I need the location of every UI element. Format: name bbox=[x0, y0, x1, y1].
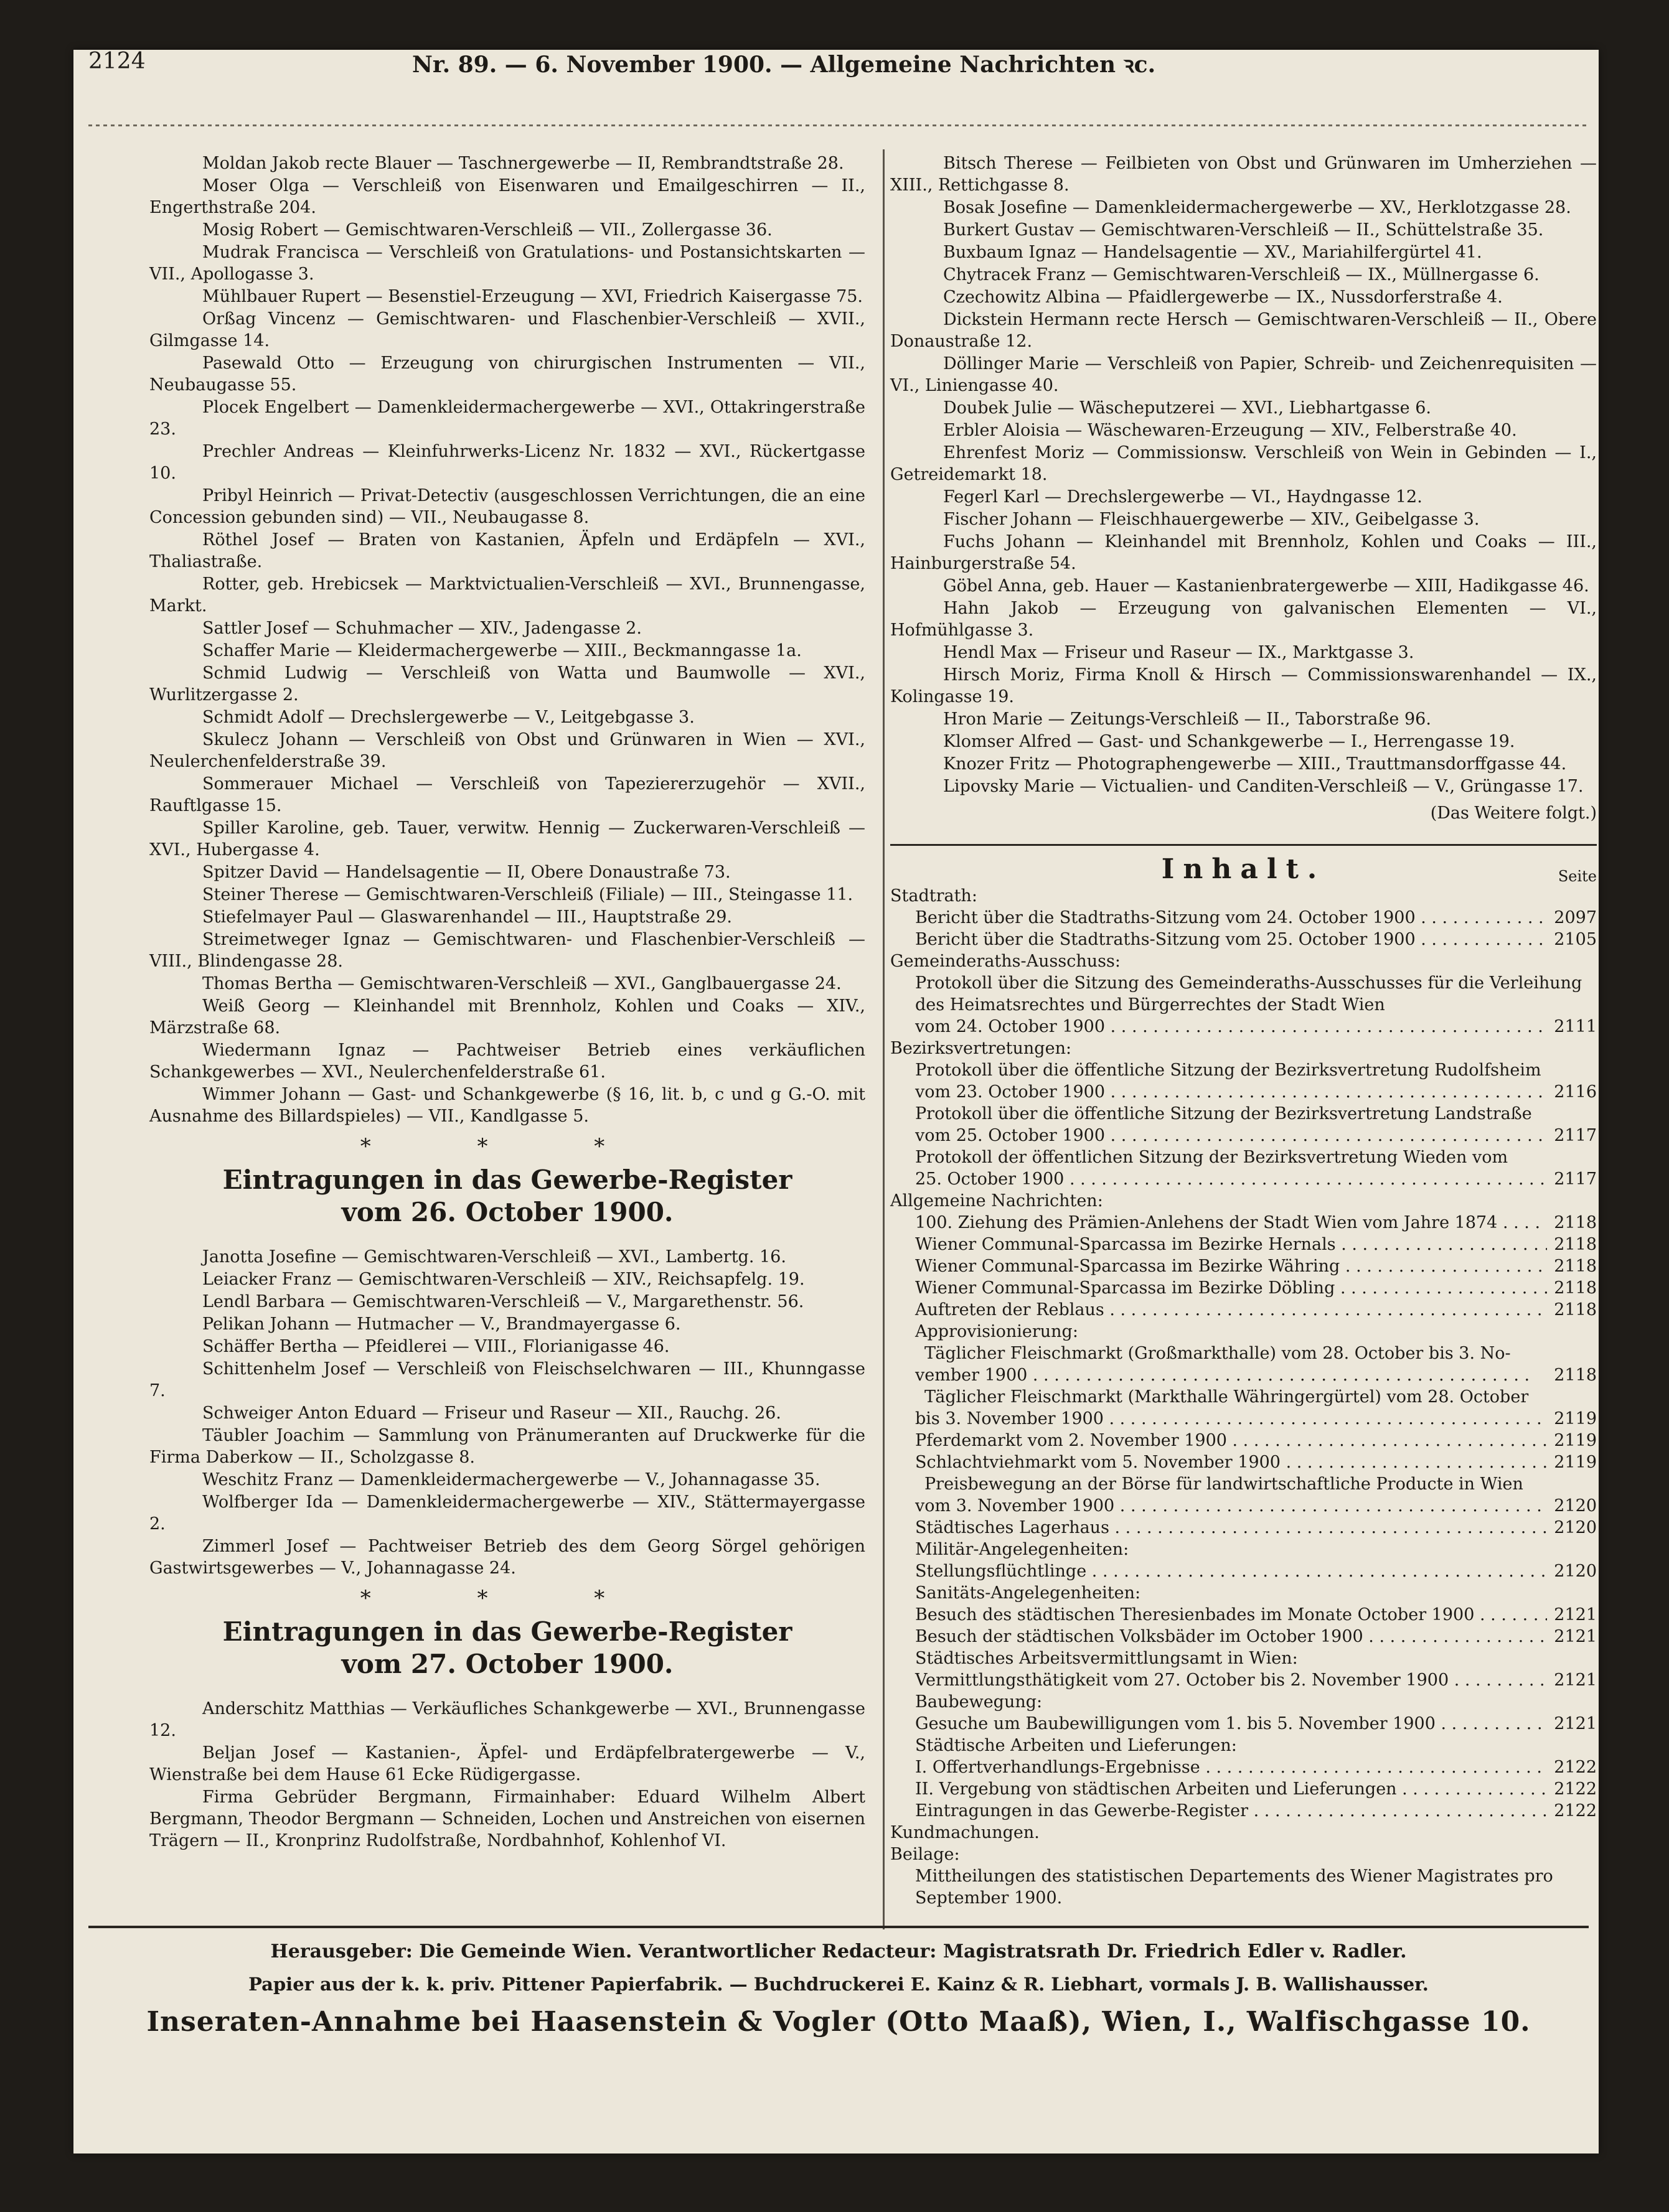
toc-entry bbox=[890, 1756, 1597, 1778]
toc-entry bbox=[890, 1277, 1597, 1299]
register-entry: Sommerauer Michael — Verschleiß von Tapeziererzugehör — XVII., Rauftlgasse 15. bbox=[149, 774, 865, 815]
toc-text: Protokoll der öffentlichen Sitzung der Bezirksvertretung Wieden vom bbox=[915, 1148, 1508, 1167]
toc-entry-page: 2118 bbox=[1554, 1257, 1597, 1276]
toc-entry-title: Schlachtviehmarkt vom 5. November 1900 . . . bbox=[890, 1451, 1547, 1473]
toc-rule bbox=[890, 844, 1597, 846]
toc-entry-page: 2118 bbox=[1554, 1366, 1597, 1385]
toc-entry-title: vom 23. October 1900 . . . bbox=[890, 1081, 1547, 1103]
toc-title-text: Inhalt. bbox=[1161, 853, 1326, 885]
toc-entry-page: 2097 bbox=[1554, 908, 1597, 927]
register-entry: Rotter, geb. Hrebicsek — Marktvictualien-Verschleiß — XVI., Brunnengasse, Markt. bbox=[149, 574, 865, 616]
register-entry: Buxbaum Ignaz — Handelsagentie — XV., Mariahilfergürtel 41. bbox=[943, 243, 1482, 262]
section-heading-date: vom 26. October 1900. bbox=[341, 1197, 674, 1227]
toc-entry bbox=[890, 1451, 1597, 1473]
toc-category: Bezirksvertretungen: bbox=[890, 1039, 1072, 1058]
toc-entry-page: 2105 bbox=[1554, 930, 1597, 949]
toc-entry bbox=[890, 1299, 1597, 1321]
toc-entry-page: 2118 bbox=[1554, 1213, 1597, 1232]
register-entry: Döllinger Marie — Verschleiß von Papier, Schreib- und Zeichenrequisiten — VI., Liniengasse 40. bbox=[890, 354, 1597, 395]
register-entry: Hirsch Moriz, Firma Knoll & Hirsch — Commissionswarenhandel — IX., Kolingasse 19. bbox=[890, 665, 1597, 706]
imprint bbox=[88, 1936, 1589, 2044]
register-entry: Orßag Vincenz — Gemischtwaren- und Flaschenbier-Verschleiß — XVII., Gilmgasse 14. bbox=[149, 309, 865, 350]
toc-entry-page: 2119 bbox=[1554, 1409, 1597, 1428]
toc-entry-title: vom 25. October 1900 . . . bbox=[890, 1125, 1547, 1146]
toc-entry bbox=[890, 1364, 1597, 1386]
toc-entry bbox=[890, 1713, 1597, 1735]
register-entry: Dickstein Hermann recte Hersch — Gemischtwaren-Verschleiß — II., Obere Donaustraße 12. bbox=[890, 310, 1597, 351]
register-entry: Doubek Julie — Wäscheputzerei — XVI., Liebhartgasse 6. bbox=[943, 398, 1432, 418]
toc-entry-page: 2116 bbox=[1554, 1082, 1597, 1102]
register-entry: Sattler Josef — Schuhmacher — XIV., Jadengasse 2. bbox=[202, 619, 642, 638]
table-of-contents bbox=[890, 885, 1597, 1909]
register-entry: Schäffer Bertha — Pfeidlerei — VIII., Florianigasse 46. bbox=[202, 1337, 670, 1356]
column-divider bbox=[883, 149, 885, 1929]
toc-text: Baubewegung: bbox=[915, 1692, 1043, 1712]
register-entry: Leiacker Franz — Gemischtwaren-Verschleiß — XIV., Reichsapfelg. 19. bbox=[202, 1270, 805, 1289]
toc-entry-title: Städtisches Lagerhaus . . . bbox=[890, 1517, 1547, 1539]
register-entry: Spitzer David — Handelsagentie — II, Obere Donaustraße 73. bbox=[202, 863, 731, 882]
register-entry: Stiefelmayer Paul — Glaswarenhandel — III., Hauptstraße 29. bbox=[202, 907, 732, 927]
register-entry: Lendl Barbara — Gemischtwaren-Verschleiß — V., Margarethenstr. 56. bbox=[202, 1292, 804, 1311]
section-heading bbox=[149, 1616, 865, 1680]
register-entry: Röthel Josef — Braten von Kastanien, Äpfeln und Erdäpfeln — XVI., Thaliastraße. bbox=[149, 530, 865, 571]
toc-entry-title: bis 3. November 1900 . . . bbox=[890, 1408, 1547, 1430]
toc-entry-page: 2119 bbox=[1554, 1431, 1597, 1450]
toc-entry-page: 2121 bbox=[1554, 1671, 1597, 1690]
toc-text: Protokoll über die Sitzung des Gemeinderaths-Ausschusses für die Verleihung des Heimatsrechtes und Bürgerrechtes der Stadt Wien bbox=[915, 973, 1582, 1015]
toc-entry bbox=[890, 1517, 1597, 1539]
register-entry: Mühlbauer Rupert — Besenstiel-Erzeugung — XVI, Friedrich Kaisergasse 75. bbox=[202, 287, 863, 306]
toc-category: Gemeinderaths-Ausschuss: bbox=[890, 952, 1121, 971]
toc-entry-page: 2119 bbox=[1554, 1453, 1597, 1472]
running-header bbox=[88, 30, 1589, 92]
toc-entry bbox=[890, 1800, 1597, 1822]
register-entry: Wimmer Johann — Gast- und Schankgewerbe (§ 16, lit. b, c und g G.-O. mit Ausnahme des Billardspieles) — VII., Kandlgasse 5. bbox=[149, 1085, 865, 1126]
toc-entry bbox=[890, 1626, 1597, 1647]
toc-entry bbox=[890, 1778, 1597, 1800]
toc-entry-title: Wiener Communal-Sparcassa im Bezirke Währing . . . bbox=[890, 1255, 1547, 1277]
entry-list bbox=[890, 152, 1597, 797]
register-entry: Pribyl Heinrich — Privat-Detectiv (ausgeschlossen Verrichtungen, die an eine Concession gebunden sind) — VII., Neubaugasse 8. bbox=[149, 486, 865, 527]
toc-entry-title: II. Vergebung von städtischen Arbeiten und Lieferungen . . . bbox=[890, 1778, 1547, 1800]
toc-entry-title: Wiener Communal-Sparcassa im Bezirke Hernals . . . bbox=[890, 1234, 1547, 1255]
toc-entry-page: 2118 bbox=[1554, 1300, 1597, 1319]
toc-text: Protokoll über die öffentliche Sitzung der Bezirksvertretung Rudolfsheim bbox=[915, 1061, 1541, 1080]
section-stars: * * * bbox=[360, 1134, 655, 1159]
toc-entry-title: Bericht über die Stadtraths-Sitzung vom 25. October 1900 . . . bbox=[890, 929, 1547, 950]
toc-entry-title: Vermittlungsthätigkeit vom 27. October bis 2. November 1900 . . . bbox=[890, 1669, 1547, 1691]
register-entry: Schmidt Adolf — Drechslergewerbe — V., Leitgebgasse 3. bbox=[202, 708, 695, 727]
toc-entry bbox=[890, 1234, 1597, 1255]
left-column bbox=[149, 152, 865, 1852]
register-entry: Beljan Josef — Kastanien-, Äpfel- und Erdäpfelbratergewerbe — V., Wienstraße bei dem Hause 61 Ecke Rüdigergasse. bbox=[149, 1743, 865, 1784]
toc-entry-title: Eintragungen in das Gewerbe-Register . . . bbox=[890, 1800, 1547, 1822]
toc-entry-title: Besuch des städtischen Theresienbades im Monate October 1900 . . . bbox=[890, 1604, 1547, 1626]
register-entry: Weschitz Franz — Damenkleidermachergewerbe — V., Johannagasse 35. bbox=[202, 1470, 820, 1489]
register-entry: Spiller Karoline, geb. Tauer, verwitw. Hennig — Zuckerwaren-Verschleiß — XVI., Hubergasse 4. bbox=[149, 818, 865, 860]
toc-text: Täglicher Fleischmarkt (Markthalle Währingergürtel) vom 28. October bbox=[924, 1387, 1529, 1407]
register-entry: Wolfberger Ida — Damenkleidermachergewerbe — XIV., Stättermayergasse 2. bbox=[149, 1493, 865, 1534]
register-entry: Pasewald Otto — Erzeugung von chirurgischen Instrumenten — VII., Neubaugasse 55. bbox=[149, 354, 865, 395]
register-entry: Schittenhelm Josef — Verschleiß von Fleischselchwaren — III., Khunngasse 7. bbox=[149, 1359, 865, 1400]
issue-title: Nr. 89. — 6. November 1900. — Allgemeine Nachrichten ꝛc. bbox=[412, 52, 1156, 78]
toc-entry-page: 2117 bbox=[1554, 1126, 1597, 1145]
toc-category: Allgemeine Nachrichten: bbox=[890, 1191, 1103, 1211]
register-entry: Hahn Jakob — Erzeugung von galvanischen Elementen — VI., Hofmühlgasse 3. bbox=[890, 599, 1597, 640]
register-entry: Klomser Alfred — Gast- und Schankgewerbe — I., Herrengasse 19. bbox=[943, 732, 1515, 751]
register-entry: Steiner Therese — Gemischtwaren-Verschleiß (Filiale) — III., Steingasse 11. bbox=[202, 885, 853, 904]
register-entry: Moser Olga — Verschleiß von Eisenwaren und Emailgeschirren — II., Engerthstraße 204. bbox=[149, 176, 865, 217]
register-entry: Moldan Jakob recte Blauer — Taschnergewerbe — II, Rembrandtstraße 28. bbox=[202, 154, 844, 173]
register-entry: Zimmerl Josef — Pachtweiser Betrieb des dem Georg Sörgel gehörigen Gastwirtsgewerbes — V., Johannagasse 24. bbox=[149, 1537, 865, 1578]
toc-category: Stadtrath: bbox=[890, 886, 977, 906]
toc-text: Protokoll über die öffentliche Sitzung der Bezirksvertretung Landstraße bbox=[915, 1104, 1532, 1123]
toc-category: Kundmachungen. bbox=[890, 1823, 1040, 1842]
toc-text: Mittheilungen des statistischen Departements des Wiener Magistrates pro September 1900. bbox=[915, 1867, 1553, 1908]
toc-entry-page: 2121 bbox=[1554, 1605, 1597, 1624]
section-heading-date: vom 27. October 1900. bbox=[341, 1649, 674, 1679]
section-heading-line: Eintragungen in das Gewerbe-Register bbox=[222, 1165, 792, 1195]
imprint-rule bbox=[88, 1926, 1589, 1928]
toc-entry-page: 2122 bbox=[1554, 1758, 1597, 1777]
toc-entry-page: 2122 bbox=[1554, 1779, 1597, 1799]
toc-entry bbox=[890, 1408, 1597, 1430]
entry-list bbox=[149, 1246, 865, 1579]
register-entry: Knozer Fritz — Photographengewerbe — XIII., Trauttmansdorffgasse 44. bbox=[943, 754, 1567, 774]
toc-entry bbox=[890, 1016, 1597, 1038]
toc-entry-title: Auftreten der Reblaus . . . bbox=[890, 1299, 1547, 1321]
toc-entry-title: vom 24. October 1900 . . . bbox=[890, 1016, 1547, 1038]
toc-entry bbox=[890, 1560, 1597, 1582]
register-entry: Schweiger Anton Eduard — Friseur und Raseur — XII., Rauchg. 26. bbox=[202, 1404, 781, 1423]
register-entry: Göbel Anna, geb. Hauer — Kastanienbratergewerbe — XIII, Hadikgasse 46. bbox=[943, 576, 1589, 596]
register-entry: Skulecz Johann — Verschleiß von Obst und Grünwaren in Wien — XVI., Neulerchenfelderstraße 39. bbox=[149, 730, 865, 771]
register-entry: Bosak Josefine — Damenkleidermachergewerbe — XV., Herklotzgasse 28. bbox=[943, 198, 1571, 217]
toc-entry-page: 2121 bbox=[1554, 1627, 1597, 1646]
register-entry: Schaffer Marie — Kleidermachergewerbe — XIII., Beckmanngasse 1a. bbox=[202, 641, 802, 660]
toc-entry bbox=[890, 1495, 1597, 1517]
toc-entry bbox=[890, 1430, 1597, 1451]
toc-entry bbox=[890, 1168, 1597, 1190]
toc-entry-page: 2120 bbox=[1554, 1496, 1597, 1516]
toc-entry-title: vom 3. November 1900 . . . bbox=[890, 1495, 1547, 1517]
imprint-publisher: Herausgeber: Die Gemeinde Wien. Verantwortlicher Redacteur: Magistratsrath Dr. Friedrich Edler v. Radler. bbox=[270, 1941, 1407, 1962]
continued-note: (Das Weitere folgt.) bbox=[1430, 804, 1597, 823]
register-entry: Erbler Aloisia — Wäschewaren-Erzeugung — XIV., Felberstraße 40. bbox=[943, 421, 1517, 440]
toc-entry bbox=[890, 1212, 1597, 1234]
toc-entry-title: I. Offertverhandlungs-Ergebnisse . . . bbox=[890, 1756, 1547, 1778]
imprint-advertising: Inseraten-Annahme bei Haasenstein & Vogler (Otto Maaß), Wien, I., Walfischgasse 10. bbox=[146, 2006, 1531, 2038]
toc-text: Täglicher Fleischmarkt (Großmarkthalle) vom 28. October bis 3. No- bbox=[924, 1344, 1511, 1363]
toc-entry bbox=[890, 1125, 1597, 1146]
toc-entry-title: 25. October 1900 . . . bbox=[890, 1168, 1547, 1190]
toc-entry bbox=[890, 1604, 1597, 1626]
toc-page-header: Seite bbox=[1558, 868, 1597, 885]
toc-text: Städtisches Arbeitsvermittlungsamt in Wien: bbox=[915, 1649, 1298, 1668]
register-entry: Schmid Ludwig — Verschleiß von Watta und Baumwolle — XVI., Wurlitzergasse 2. bbox=[149, 663, 865, 705]
section-heading bbox=[149, 1164, 865, 1229]
register-entry: Fegerl Karl — Drechslergewerbe — VI., Haydngasse 12. bbox=[943, 487, 1422, 507]
toc-entry-page: 2118 bbox=[1554, 1235, 1597, 1254]
toc-entry-page: 2117 bbox=[1554, 1169, 1597, 1189]
register-entry: Fuchs Johann — Kleinhandel mit Brennholz, Kohlen und Coaks — III., Hainburgerstraße 54. bbox=[890, 532, 1597, 573]
register-entry: Täubler Joachim — Sammlung von Pränumeranten auf Druckwerke für die Firma Daberkow — II., Scholzgasse 8. bbox=[149, 1426, 865, 1467]
toc-title bbox=[890, 853, 1597, 885]
register-entry: Prechler Andreas — Kleinfuhrwerks-Licenz Nr. 1832 — XVI., Rückertgasse 10. bbox=[149, 442, 865, 483]
register-entry: Hron Marie — Zeitungs-Verschleiß — II., Taborstraße 96. bbox=[943, 710, 1431, 729]
toc-entry bbox=[890, 929, 1597, 950]
register-entry: Chytracek Franz — Gemischtwaren-Verschleiß — IX., Müllnergasse 6. bbox=[943, 265, 1540, 284]
toc-text: Sanitäts-Angelegenheiten: bbox=[915, 1583, 1141, 1603]
register-entry: Thomas Bertha — Gemischtwaren-Verschleiß — XVI., Ganglbauergasse 24. bbox=[202, 974, 842, 993]
register-entry: Pelikan Johann — Hutmacher — V., Brandmayergasse 6. bbox=[202, 1315, 681, 1334]
register-entry: Burkert Gustav — Gemischtwaren-Verschleiß — II., Schüttelstraße 35. bbox=[943, 220, 1544, 240]
toc-entry bbox=[890, 1255, 1597, 1277]
page-number: 2124 bbox=[88, 49, 146, 74]
toc-entry-page: 2122 bbox=[1554, 1801, 1597, 1821]
register-entry: Ehrenfest Moriz — Commissionsw. Verschleiß von Wein in Gebinden — I., Getreidemarkt 18. bbox=[890, 443, 1597, 484]
register-entry: Anderschitz Matthias — Verkäufliches Schankgewerbe — XVI., Brunnengasse 12. bbox=[149, 1699, 865, 1740]
toc-entry-title: 100. Ziehung des Prämien-Anlehens der Stadt Wien vom Jahre 1874 . . . bbox=[890, 1212, 1547, 1234]
register-entry: Bitsch Therese — Feilbieten von Obst und Grünwaren im Umherziehen — XIII., Rettichgasse 8. bbox=[890, 154, 1597, 195]
register-entry: Czechowitz Albina — Pfaidlergewerbe — IX., Nussdorferstraße 4. bbox=[943, 288, 1503, 307]
register-entry: Mosig Robert — Gemischtwaren-Verschleiß — VII., Zollergasse 36. bbox=[202, 220, 773, 240]
register-entry: Weiß Georg — Kleinhandel mit Brennholz, Kohlen und Coaks — XIV., Märzstraße 68. bbox=[149, 996, 865, 1038]
right-column bbox=[890, 152, 1597, 1909]
toc-entry bbox=[890, 907, 1597, 929]
register-entry: Mudrak Francisca — Verschleiß von Gratulations- und Postansichtskarten — VII., Apollogasse 3. bbox=[149, 243, 865, 284]
register-entry: Plocek Engelbert — Damenkleidermachergewerbe — XVI., Ottakringerstraße 23. bbox=[149, 398, 865, 439]
header-rule bbox=[88, 124, 1589, 126]
entry-list bbox=[149, 1698, 865, 1852]
register-entry: Janotta Josefine — Gemischtwaren-Verschleiß — XVI., Lambertg. 16. bbox=[202, 1247, 786, 1267]
register-entry: Lipovsky Marie — Victualien- und Canditen-Verschleiß — V., Grüngasse 17. bbox=[943, 777, 1584, 796]
register-entry: Streimetweger Ignaz — Gemischtwaren- und Flaschenbier-Verschleiß — VIII., Blindengasse 28. bbox=[149, 930, 865, 971]
toc-category: Beilage: bbox=[890, 1845, 960, 1864]
toc-text: Approvisionierung: bbox=[915, 1322, 1078, 1341]
toc-entry bbox=[890, 1081, 1597, 1103]
toc-entry-title: Bericht über die Stadtraths-Sitzung vom 24. October 1900 . . . bbox=[890, 907, 1547, 929]
section-heading-line: Eintragungen in das Gewerbe-Register bbox=[222, 1616, 792, 1647]
toc-entry-title: vember 1900 . . . bbox=[890, 1364, 1547, 1386]
toc-entry-title: Pferdemarkt vom 2. November 1900 . . . bbox=[890, 1430, 1547, 1451]
toc-entry-title: Wiener Communal-Sparcassa im Bezirke Döbling . . . bbox=[890, 1277, 1547, 1299]
toc-entry-page: 2120 bbox=[1554, 1518, 1597, 1537]
register-entry: Hendl Max — Friseur und Raseur — IX., Marktgasse 3. bbox=[943, 643, 1414, 662]
toc-entry-page: 2121 bbox=[1554, 1714, 1597, 1733]
toc-text: Städtische Arbeiten und Lieferungen: bbox=[915, 1736, 1237, 1755]
register-entry: Fischer Johann — Fleischhauergewerbe — XIV., Geibelgasse 3. bbox=[943, 510, 1480, 529]
toc-entry-page: 2111 bbox=[1554, 1017, 1597, 1036]
register-entry: Firma Gebrüder Bergmann, Firmainhaber: Eduard Wilhelm Albert Bergmann, Theodor Bergmann — Schneiden, Lochen und Anstreichen von eisernen Trägern — II., Kronprinz Rudolfstraße, Nordbahnhof, Kohlenhof VI. bbox=[149, 1788, 865, 1850]
toc-entry-title: Besuch der städtischen Volksbäder im October 1900 . . . bbox=[890, 1626, 1547, 1647]
toc-entry-page: 2120 bbox=[1554, 1562, 1597, 1581]
toc-text: Militär-Angelegenheiten: bbox=[915, 1540, 1129, 1559]
section-stars: * * * bbox=[360, 1586, 655, 1611]
toc-entry-title: Stellungsflüchtlinge . . . bbox=[890, 1560, 1547, 1582]
toc-entry bbox=[890, 1669, 1597, 1691]
register-entry: Wiedermann Ignaz — Pachtweiser Betrieb eines verkäuflichen Schankgewerbes — XVI., Neulerchenfelderstraße 61. bbox=[149, 1041, 865, 1082]
toc-entry-page: 2118 bbox=[1554, 1278, 1597, 1298]
imprint-printer: Papier aus der k. k. priv. Pittener Papierfabrik. — Buchdruckerei E. Kainz & R. Liebhart, vormals J. B. Wallishausser. bbox=[248, 1974, 1429, 1995]
entry-list bbox=[149, 152, 865, 1127]
toc-text: Preisbewegung an der Börse für landwirtschaftliche Producte in Wien bbox=[924, 1474, 1523, 1494]
toc-entry-title: Gesuche um Baubewilligungen vom 1. bis 5. November 1900 . . . bbox=[890, 1713, 1547, 1735]
